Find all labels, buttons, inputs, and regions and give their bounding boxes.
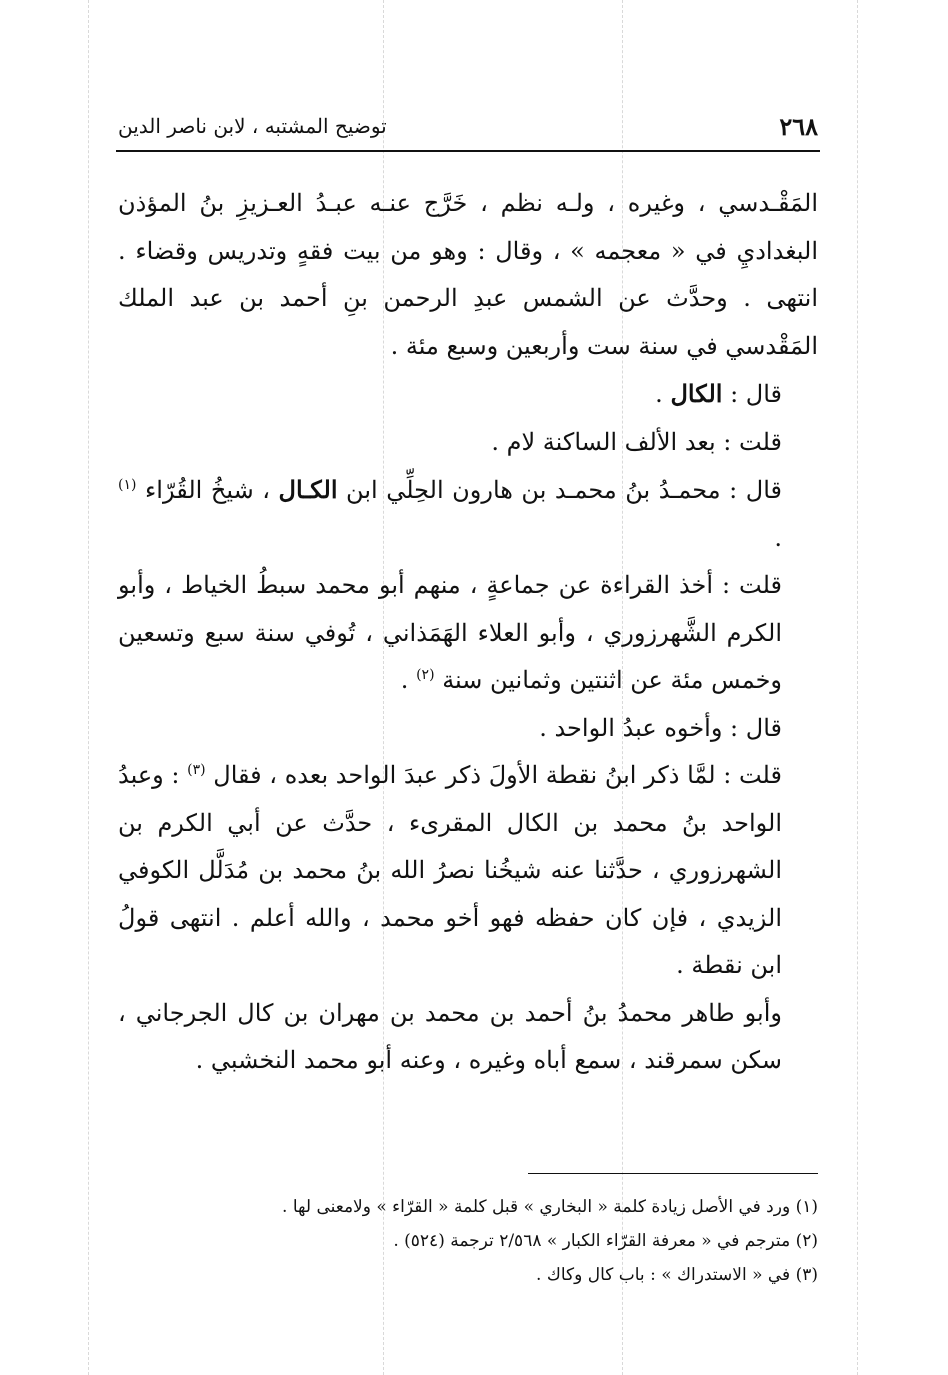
footnote-ref-3[interactable]: (٣) — [187, 762, 206, 778]
paragraph-4-rest: ، شيخُ القُرّاء — [145, 476, 270, 504]
footnotes — [118, 1190, 818, 1292]
paragraph-7-rest: : وعبدُ الواحد بنُ محمد بن الكال المقرىء ، حدَّث عن أبي الكرم بن الشهرزوري ، حدَّثنا عنه شيخُنا نصرُ الله بنُ محمد بن مُدَلَّل الكوفي الزيدي ، فإن كان حفظه فهو أخو محمد ، والله أعلم . انتهى قولُ ابن نقطة . — [118, 761, 782, 979]
page-number: ٢٦٨ — [779, 112, 818, 141]
footnote-divider — [528, 1173, 818, 1174]
footnote-1: (١) ورد في الأصل زيادة كلمة « البخاري » قبل كلمة « القرّاء » ولامعنى لها . — [282, 1197, 818, 1217]
paragraph-7-lead: قلت : لمَّا ذكر ابنُ نقطة الأولَ ذكر عبدَ الواحد بعده ، فقال — [213, 761, 782, 789]
paragraph-2-end: . — [655, 380, 663, 408]
scan-dash-line — [88, 0, 89, 1375]
paragraph-5-text: قلت : أخذ القراءة عن جماعةٍ ، منهم أبو محمد سبطُ الخياط ، وأبو الكرم الشَّهرزوري ، وأبو العلاء الهَمَذاني ، تُوفي سنة سبع وتسعين وخمس مئة عن اثنتين وثمانين سنة — [118, 571, 782, 694]
paragraph-3: قلت : بعد الألف الساكنة لام . — [491, 427, 782, 456]
paragraph-8: وأبو طاهر محمدُ بنُ أحمد بن محمد بن مهران بن كال الجرجاني ، سكن سمرقند ، سمع أباه وغيره ، وعنه أبو محمد النخشبي . — [118, 998, 782, 1074]
header-rule — [116, 150, 820, 152]
running-title: توضيح المشتبه ، لابن ناصر الدين — [118, 114, 387, 138]
paragraph-2-lead: قال : — [730, 380, 782, 408]
footnote-ref-2[interactable]: (٢) — [416, 667, 435, 683]
paragraph-5-end: . — [400, 666, 409, 694]
paragraph-2 — [118, 370, 818, 419]
page-header — [118, 112, 818, 146]
paragraph-6: قال : وأخوه عبدُ الواحد . — [539, 713, 782, 742]
paragraph-5 — [118, 562, 818, 705]
paragraph-1: المَقْـدسي ، وغيره ، ولـه نظم ، خَرَّج عنـه عبـدُ العـزيزِ بنُ المؤذن البغداديِ في « معجمه » ، وقال : وهو من بيت فقهٍ وتدريس وقضاء . انتهى . وحدَّث عن الشمس عبدِ الرحمن بنِ أحمد بن عبد الملك المَقْدسي في سنة ست وأربعين وسبع مئة . — [118, 189, 818, 360]
footnote-2: (٢) مترجم في « معرفة القرّاء الكبار » ٢/٥٦٨ ترجمة (٥٢٤) . — [393, 1231, 818, 1251]
paragraph-7 — [118, 752, 818, 990]
paragraph-4-lead: قال : محمـدُ بنُ محمـد بن هارون الحِلِّي ابن — [346, 476, 782, 504]
scan-dash-line — [857, 0, 858, 1375]
entry-term-kal: الكال — [670, 379, 723, 408]
footnote-3: (٣) في « الاستدراك » : باب كال وكاك . — [536, 1265, 818, 1285]
entry-term-kal-2: الكـال — [278, 475, 338, 504]
main-text — [118, 180, 818, 1085]
paragraph-4 — [118, 466, 818, 562]
paragraph-4-end: . — [774, 523, 782, 552]
footnote-ref-1[interactable]: (١) — [118, 477, 137, 493]
